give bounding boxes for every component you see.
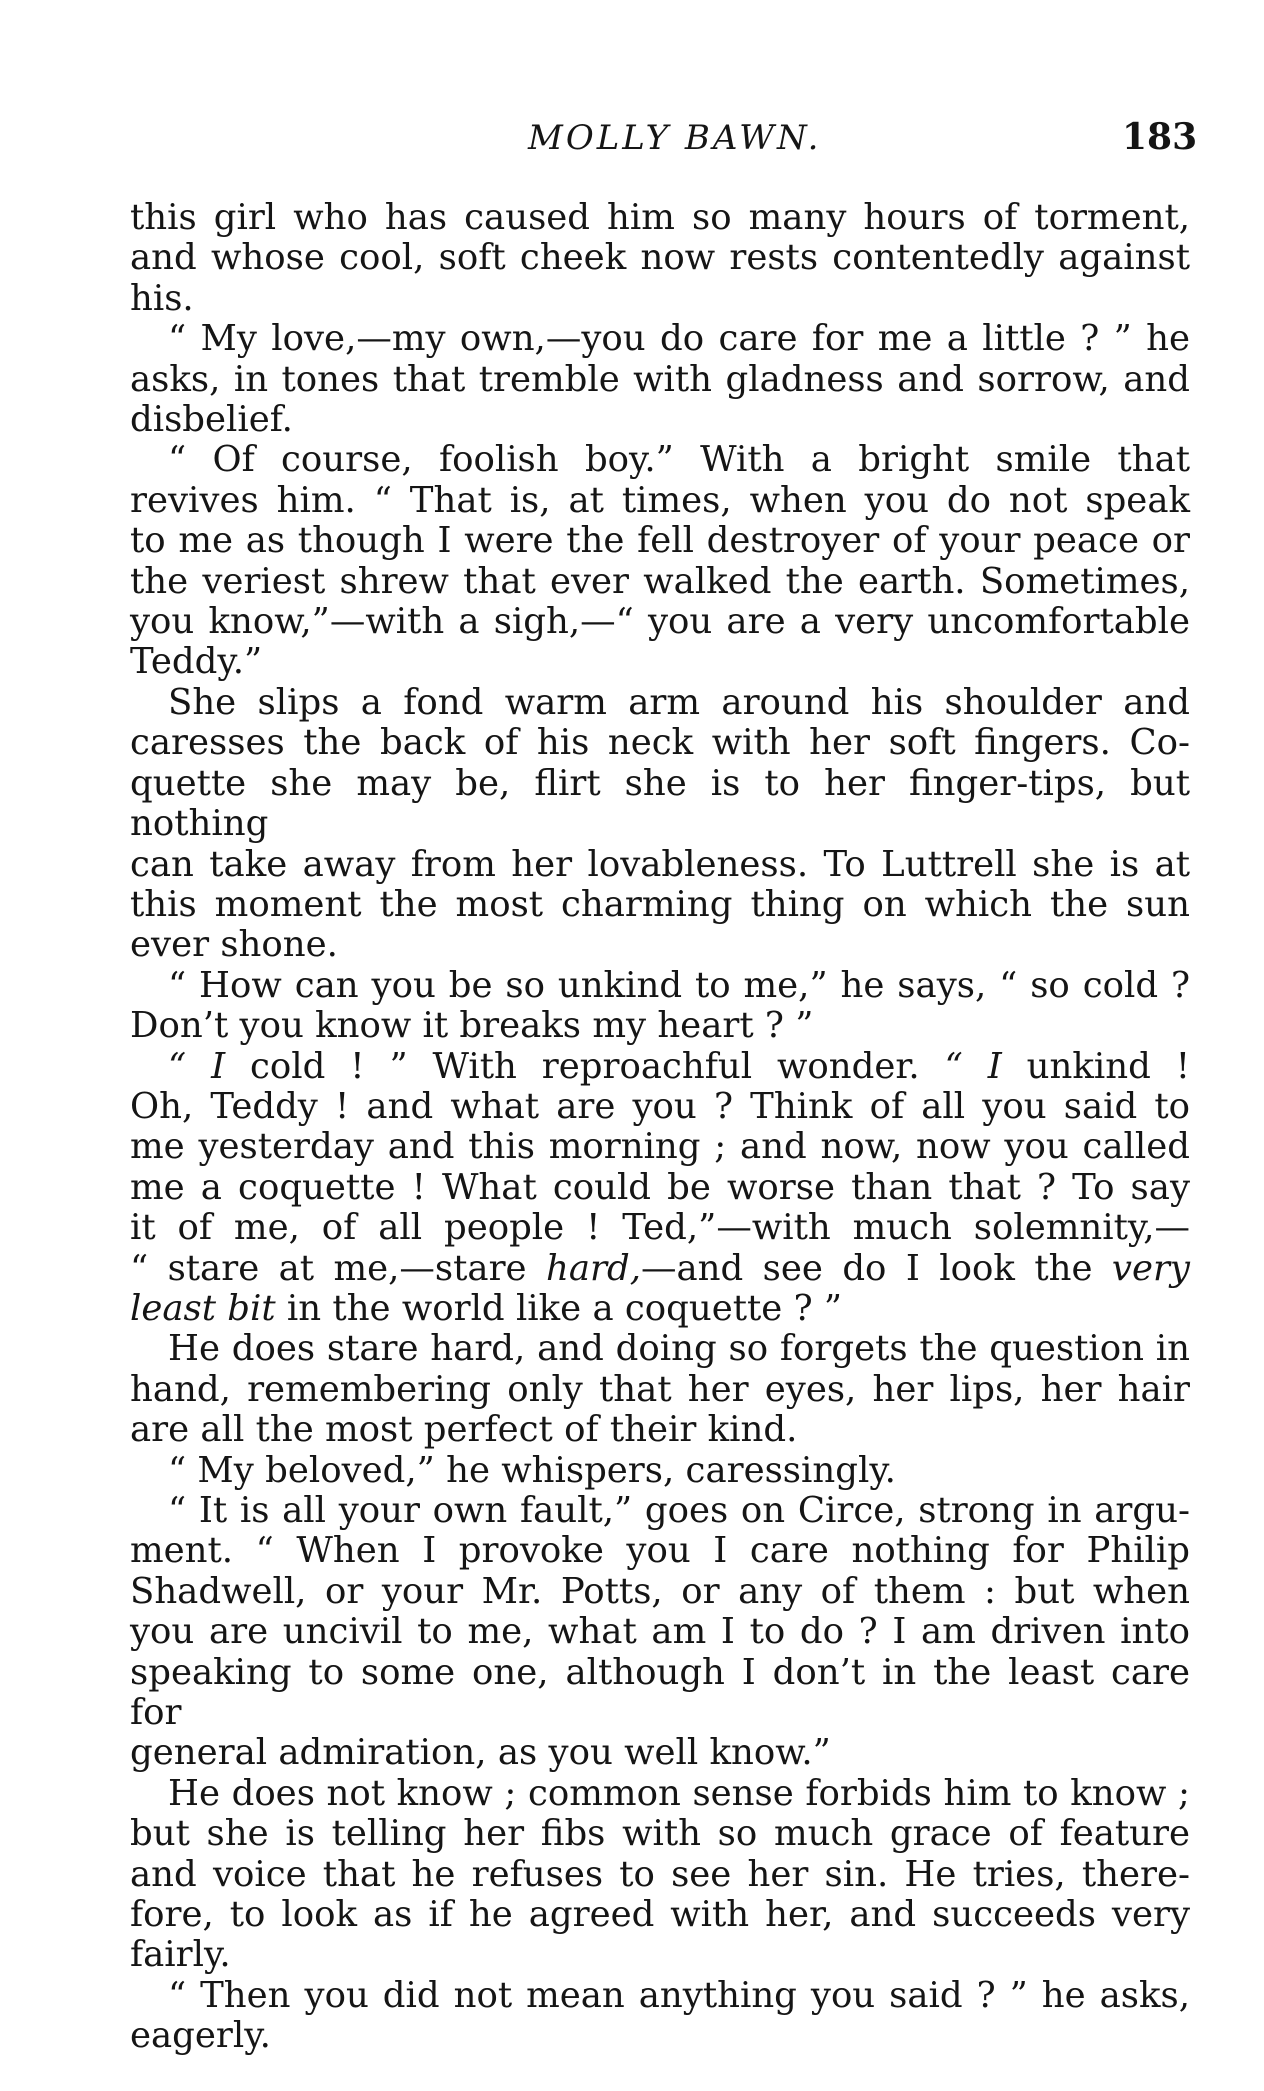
text-line: “ Then you did not mean anything you said ? ” he asks, <box>168 1974 1190 2016</box>
text-line: disbelief. <box>130 399 293 441</box>
text-line: are all the most perfect of their kind. <box>130 1409 798 1451</box>
text-line: you know,”—with a sigh,—“ you are a very uncomfortable <box>130 601 1190 643</box>
text-line: quette she may be, flirt she is to her finger-tips, but nothing <box>130 762 1190 845</box>
page-header <box>0 118 1264 168</box>
text-line: revives him. “ That is, at times, when you do not speak <box>130 479 1190 521</box>
text-line: He does stare hard, and doing so forgets the question in <box>168 1328 1190 1370</box>
text-line: “ How can you be so unkind to me,” he says, “ so cold ? <box>168 964 1190 1006</box>
text-line: asks, in tones that tremble with gladness and sorrow, and <box>130 358 1190 400</box>
paragraph <box>130 1774 1190 1976</box>
text-line: to me as though I were the fell destroyer of your peace or <box>130 520 1190 562</box>
running-title: MOLLY BAWN. <box>528 118 822 158</box>
text-line: Shadwell, or your Mr. Potts, or any of them : but when <box>130 1570 1190 1612</box>
text-line: “ My beloved,” he whispers, caressingly. <box>168 1449 896 1491</box>
paragraph <box>130 440 1190 682</box>
text-line: “ Of course, foolish boy.” With a bright smile that <box>168 439 1190 481</box>
text-line: Don’t you know it breaks my heart ? ” <box>130 1005 814 1047</box>
text-line: “ stare at me,—stare hard,—and see do I look the very <box>130 1247 1190 1289</box>
text-line: you are uncivil to me, what am I to do ? I am driven into <box>130 1611 1190 1653</box>
body-text <box>130 198 1190 2057</box>
text-line: Teddy.” <box>130 641 263 683</box>
text-line: ever shone. <box>130 924 338 966</box>
page-number: 183 <box>1122 116 1198 158</box>
text-line: least bit in the world like a coquette ? ” <box>130 1287 843 1329</box>
text-line: can take away from her lovableness. To Luttrell she is at <box>130 843 1190 885</box>
text-line: his. <box>130 277 194 319</box>
text-line: general admiration, as you well know.” <box>130 1732 831 1774</box>
text-line: the veriest shrew that ever walked the earth. Sometimes, <box>130 560 1190 602</box>
text-line: this girl who has caused him so many hours of torment, <box>130 197 1190 238</box>
paragraph <box>130 683 1190 966</box>
text-line: She slips a fond warm arm around his shoulder and <box>168 681 1190 723</box>
text-line: me a coquette ! What could be worse than that ? To say <box>130 1166 1190 1208</box>
text-line: me yesterday and this morning ; and now, now you called <box>130 1126 1190 1168</box>
text-line: and voice that he refuses to see her sin. He tries, there- <box>130 1853 1190 1895</box>
paragraph <box>130 966 1190 1047</box>
paragraph <box>130 198 1190 319</box>
text-line: it of me, of all people ! Ted,”—with much solemnity,— <box>130 1207 1190 1249</box>
paragraph <box>130 1329 1190 1450</box>
text-line: hand, remembering only that her eyes, her lips, her hair <box>130 1368 1190 1410</box>
text-line: fairly. <box>130 1934 231 1976</box>
text-line: caresses the back of his neck with her soft fingers. Co- <box>130 722 1190 764</box>
text-line: He does not know ; common sense forbids him to know ; <box>168 1772 1190 1814</box>
paragraph <box>130 1976 1190 2057</box>
text-line: Oh, Teddy ! and what are you ? Think of all you said to <box>130 1085 1190 1127</box>
text-line: and whose cool, soft cheek now rests contentedly against <box>130 237 1190 279</box>
text-line: fore, to look as if he agreed with her, and succeeds very <box>130 1894 1190 1936</box>
paragraph <box>130 319 1190 440</box>
text-line: but she is telling her fibs with so much grace of feature <box>130 1813 1190 1855</box>
text-line: speaking to some one, although I don’t in the least care for <box>130 1651 1190 1734</box>
text-line: “ My love,—my own,—you do care for me a little ? ” he <box>168 318 1190 360</box>
text-line: eagerly. <box>130 2015 271 2057</box>
text-line: “ It is all your own fault,” goes on Circe, strong in argu- <box>168 1490 1190 1531</box>
paragraph <box>130 1047 1190 1330</box>
text-line: ment. “ When I provoke you I care nothing for Philip <box>130 1530 1190 1572</box>
text-line: this moment the most charming thing on which the sun <box>130 883 1190 925</box>
text-line: “ I cold ! ” With reproachful wonder. “ I unkind ! <box>168 1045 1191 1087</box>
paragraph <box>130 1451 1190 1491</box>
paragraph <box>130 1491 1190 1774</box>
